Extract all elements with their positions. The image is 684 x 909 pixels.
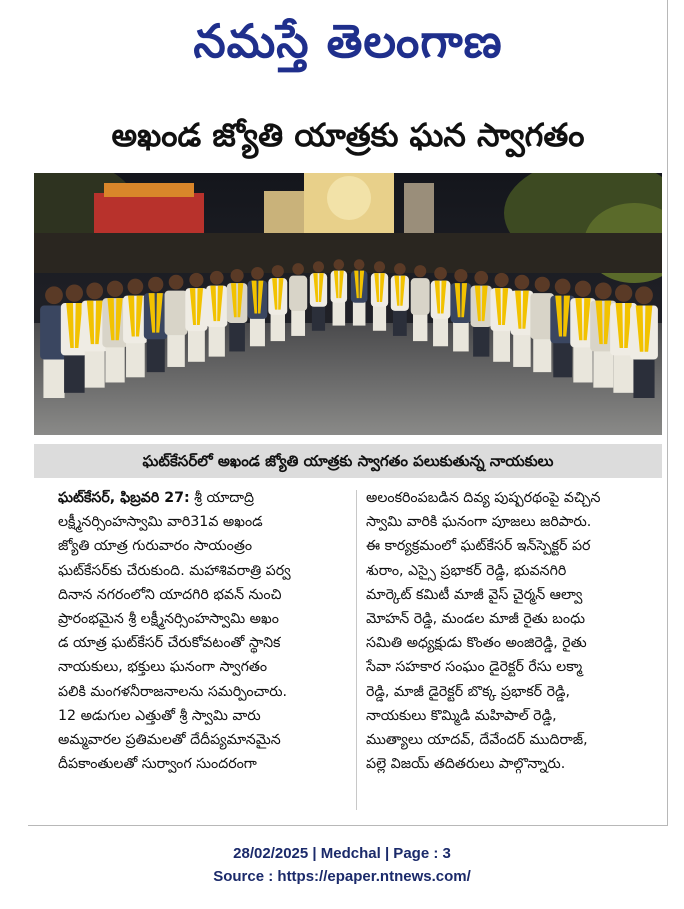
article-line: దీపకాంతులతో సుర్వాంగ సుందరంగా: [58, 756, 257, 773]
article-line: ఘట్‌కేసర్‌కు చేరుకుంది. మహాశివరాత్రి పర్వ: [58, 562, 291, 579]
article-line: అమ్మవారల ప్రతిమలతో దేదీప్యమానమైన: [58, 732, 281, 749]
article-line: మోహన్ రెడ్డి, మండల మాజీ రైతు బంధు: [366, 611, 586, 628]
edition-info: 28/02/2025 | Medchal | Page : 3: [233, 845, 451, 862]
article-line: జ్యోతి యాత్ర గురువారం సాయంత్రం: [58, 538, 253, 555]
article-line: నాయకులు, భక్తులు ఘనంగా స్వాగతం: [58, 659, 268, 676]
article-line: అలంకరింపబడిన దివ్య పుష్పరథంపై వచ్చిన: [366, 490, 601, 506]
article-line: ఈ కార్యక్రమంలో ఘట్‌కేసర్ ఇన్‌స్పెక్టర్ పర: [366, 538, 591, 555]
article-line: ప్రారంభమైన శ్రీ లక్ష్మీనర్సింహస్వామి అఖం: [58, 611, 279, 628]
article-photo: [34, 173, 662, 435]
article-line: రెడ్డి, మాజీ డైరెక్టర్ బొక్క ప్రభాకర్ రెడ్డి,: [366, 683, 571, 700]
news-clipping: [28, 0, 668, 826]
source-link[interactable]: Source : https://epaper.ntnews.com/: [213, 868, 471, 885]
article-line: శురాం, ఎస్సై ప్రభాకర్ రెడ్డి, భువనగిరి: [366, 562, 567, 579]
article-column-left: [58, 486, 348, 816]
article-headline: అఖండ జ్యోతి యాత్రకు ఘన స్వాగతం: [111, 116, 585, 154]
article-line: ఘట్‌కేసర్, ఫిబ్రవరి 27: శ్రీ యాదాద్రి: [58, 490, 255, 506]
article-line: మార్కెట్ కమిటీ మాజీ వైస్ చైర్మన్ ఆల్వా: [366, 586, 583, 603]
article-line: పలికి మంగళనీరాజనాలను సమర్పించారు.: [58, 683, 288, 700]
article-line: సేవా సహకార సంఘం డైరెక్టర్ రేసు లక్మా: [366, 659, 583, 676]
article-line: డ యాత్ర ఘట్‌కేసర్ చేరుకోవటంతో స్థానిక: [58, 635, 281, 652]
article-line: నాయకులు కొమ్మిడి మహిపాల్ రెడ్డి,: [366, 707, 557, 724]
photo-caption: ఘట్‌కేసర్‌లో అఖండ జ్యోతి యాత్రకు స్వాగతం పలుకుతున్న నాయకులు: [34, 444, 662, 478]
article-line: లక్ష్మీనర్సింహస్వామి వారి31వ అఖండ: [58, 514, 263, 531]
group-photo-illustration: [34, 173, 662, 435]
article-column-right: [366, 486, 666, 816]
article-line: ముత్యాలు యాదవ్, దేవేందర్ ముదిరాజ్,: [366, 732, 588, 749]
article-line: పల్లె విజయ్ తదితరులు పాల్గొన్నారు.: [366, 756, 566, 773]
source-footer: [0, 842, 684, 888]
column-divider: [356, 490, 357, 810]
article-line: స్వామి వారికి ఘనంగా పూజలు జరిపారు.: [366, 514, 592, 531]
article-line: దినాన నగరంలోని యాదగిరి భవన్ నుంచి: [58, 586, 282, 603]
article-line: సమితి అధ్యక్షుడు కొంతం అంజిరెడ్డి, రైతు: [366, 635, 587, 652]
article-line: 12 అడుగుల ఎత్తుతో శ్రీ స్వామి వారు: [58, 707, 261, 724]
newspaper-masthead: నమస్తే తెలంగాణ: [193, 14, 503, 68]
article-dateline: ఘట్‌కేసర్, ఫిబ్రవరి 27:: [58, 490, 190, 506]
article-body: [34, 486, 662, 816]
